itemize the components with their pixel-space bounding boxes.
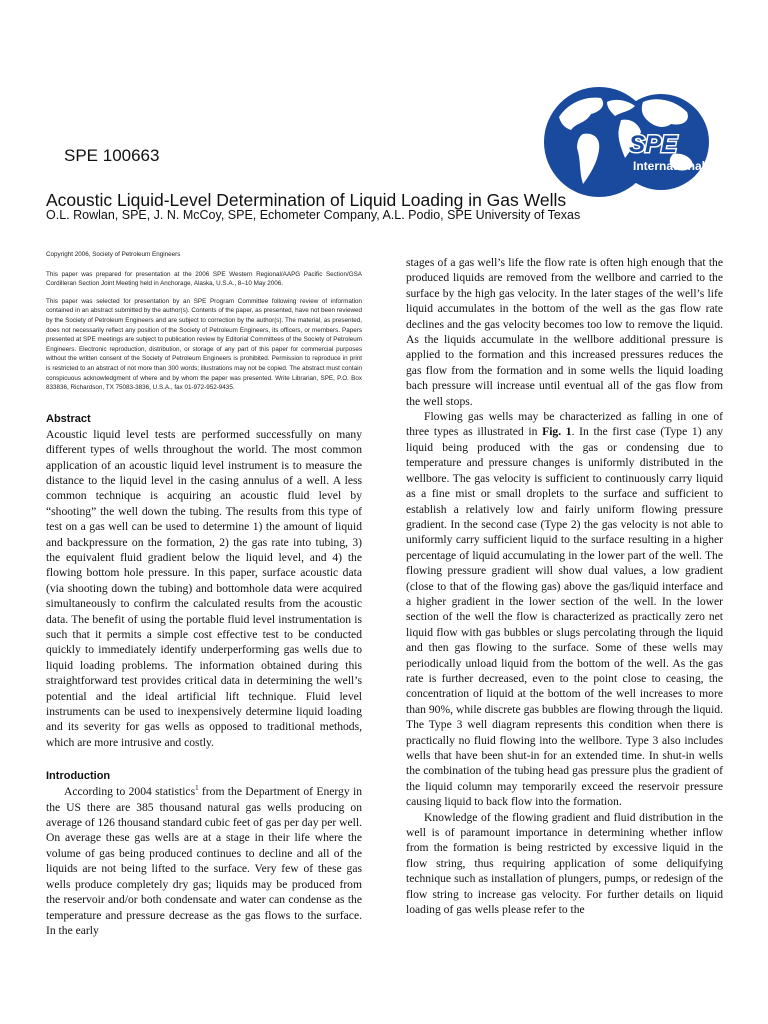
reference-superscript: 1 [195,784,199,793]
well-types-paragraph [406,409,723,810]
right-column [406,255,723,917]
intro-text-start: According to 2004 statistics [64,785,196,799]
paper-title: Acoustic Liquid-Level Determination of Liquid Loading in Gas Wells [46,190,567,210]
well-types-text-rest: . In the first case (Type 1) any liquid being produced with the gas or condensing due to temperature and pressure changes is uniformly distributed in the wellbore. The gas velocity is sufficient to continuously carry liquid as a fine mist or small droplets to the surface and sufficient to establish a relatively low and fairly uniform flowing pressure gradient. In the second case (Type 2) the gas velocity is not able to uniformly carry sufficient liquid to the surface resulting in a higher percentage of liquid accumulating in the lower part of the well. The flowing pressure gradient will show dual values, a low gradient (close to that of the flowing gas) above the gas/liquid interface and a higher gradient in the lower section of the well. In the lower section of the well the flow is characterized as practically zero net liquid flow with gas bubbles or slugs percolating through the liquid and then gas flowing to the surface. Some of these wells may periodically unload liquid from the bottom of the well. As the gas rate is further decreased, even to the point close to ceasing, the concentration of liquid at the bottom of the well increases to more than 90%, while discrete gas bubbles are flowing through the liquid. The Type 3 well diagram represents this condition when there is practically no fluid flowing into the wellbore. Type 3 also includes wells that have been shut-in for an extended time. In shut-in wells the combination of the tubing head gas pressure plus the gradient of the liquid column may temporarily exceed the reservoir pressure causing liquid to back flow into the formation. [406,425,723,809]
abstract-heading: Abstract [46,412,91,425]
introduction-heading: Introduction [46,770,111,783]
well-types-text-start: Flowing gas wells may be characterized as falling in one of three types as illustrated in [406,410,723,439]
body-paragraph: stages of a gas well’s life the flow rate is often high enough that the produced liquids are removed from the wellbore and carried to the surface by the high gas velocity. In the later stages of the well’s life liquid accumulates in the bottom of the well as the gas flow rate declines and the gas velocity becomes too low to remove the liquid. As the liquids accumulate in the wellbore additional pressure is applied to the formation and this increased pressures reduces the gas flow from the formation and in some wells the liquid loading bach pressure will increase until eventual all of the gas flow from the well stops. [406,256,723,408]
flowing-gradient-paragraph: Knowledge of the flowing gradient and fluid distribution in the well is of paramount importance in determining whether inflow from the formation is being restricted by excessive liquid in the flow string, thus requiring application of some deliquifying technique such as installation of plungers, pumps, or redesign of the flow string to increase gas velocity. For further details on liquid loading of gas wells please refer to the [406,810,723,917]
abstract-text: Acoustic liquid level tests are performed successfully on many different types of wells throughout the world. The most common application of an acoustic liquid level instrument is to measure the distance to the liquid level in the casing annulus of a well. A less common technique is acquiring an acoustic fluid level by “shooting” the well down the tubing. The results from this type of test on a gas well can be used to determine 1) the amount of liquid and backpressure on the formation, 2) the gas rate into tubing, 3) the equivalent fluid gradient below the liquid level, and 4) the flowing bottom hole pressure. In this paper, surface acoustic data (via shooting down the tubing) and bottomhole data were acquired simultaneously to confirm the calculated results from the acoustic data. The benefit of using the portable fluid level instrumentation is such that it permits a simple cost effective test to be conducted quickly to immediately identify underperforming gas wells due to liquid loading problems. The information obtained during this straightforward test provides critical data in determining the well’s potential and the ideal artificial lift technique. Fluid level instruments can be used to inexpensively determine liquid loading and its severity for gas wells as opposed to traditional methods, which are more intrusive and costly. [46,427,362,749]
svg-text:SPE: SPE [629,131,678,158]
left-column [46,250,362,938]
intro-text-rest: from the Department of Energy in the US there are 385 thousand natural gas wells producing on average of 126 thousand standard cubic feet of gas per day per well. On average these gas wells are at a stage in their life where the volume of gas being produced continues to decline and all of the liquids are not being lifted to the surface. Very few of these gas wells produce completely dry gas; liquids may be produced from the reservoir and/or both condensate and water can condense as the temperature and pressure decrease as the gas flows to the surface. In the early [46,785,362,937]
copyright-line: Copyright 2006, Society of Petroleum Engineers [46,251,181,258]
author-line: O.L. Rowlan, SPE, J. N. McCoy, SPE, Echometer Company, A.L. Podio, SPE University of Texas [46,208,581,222]
figure-reference: Fig. 1 [542,425,572,439]
conference-notice: This paper was prepared for presentation at the 2006 SPE Western Regional/AAPG Pacific Section/GSA Cordilleran Section Joint Meeting held in Anchorage, Alaska, U.S.A., 8–10 May 2006. [46,270,362,288]
review-disclaimer: This paper was selected for presentation by an SPE Program Committee following review of information contained in an abstract submitted by the author(s). Contents of the paper, as presented, have not been reviewed by the Society of Petroleum Engineers and are subject to correction by the author(s). The material, as presented, does not necessarily reflect any position of the Society of Petroleum Engineers, its officers, or members. Papers presented at SPE meetings are subject to publication review by Editorial Committees of the Society of Petroleum Engineers. Electronic reproduction, distribution, or storage of any part of this paper for commercial purposes without the written consent of the Society of Petroleum Engineers is prohibited. Permission to reproduce in print is restricted to an abstract of not more than 300 words; illustrations may not be copied. The abstract must contain conspicuous acknowledgment of where and by whom the paper was presented. Write Librarian, SPE, P.O. Box 833836, Richardson, TX 75083-3836, U.S.A., fax 01-972-952-9435. [46,297,362,392]
paper-number: SPE 100663 [64,146,160,165]
introduction-paragraph [46,784,362,938]
svg-text:International: International [633,159,706,173]
